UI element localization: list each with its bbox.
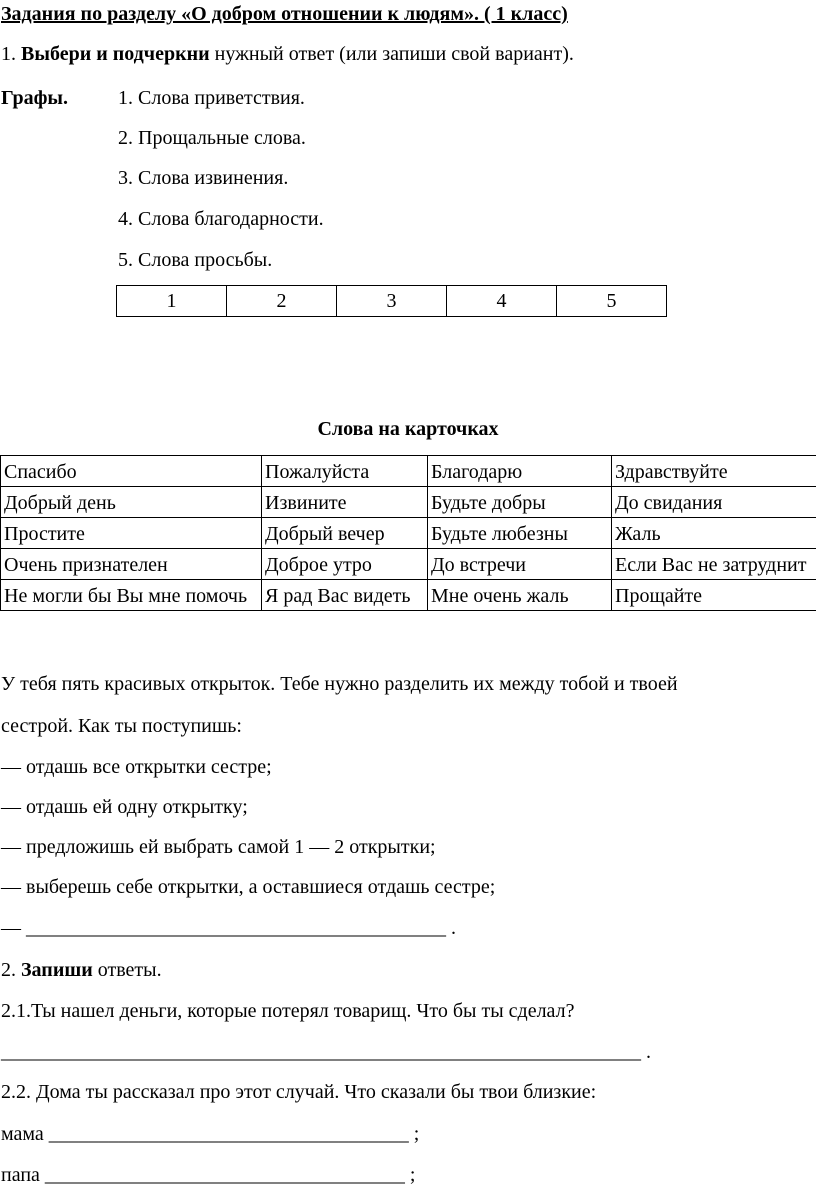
postcard-option-own[interactable]: — __________________________________________ . <box>1 917 456 939</box>
answer-cell-1[interactable]: 1 <box>117 286 227 317</box>
table-row <box>1 487 816 518</box>
task2-instruction <box>1 958 162 982</box>
card-cell: Извините <box>262 487 428 518</box>
card-cell: Спасибо <box>1 456 262 487</box>
card-cell: Добрый день <box>1 487 262 518</box>
postcards-text-line2: сестрой. Как ты поступишь: <box>1 715 242 737</box>
cards-table <box>0 455 816 611</box>
answer-cell-4[interactable]: 4 <box>447 286 557 317</box>
option-5: 5. Слова просьбы. <box>118 249 273 271</box>
grafy-label: Графы. <box>1 87 69 109</box>
card-cell: Будьте любезны <box>428 518 612 549</box>
card-cell: До свидания <box>612 487 816 518</box>
task2-bold-text: Запиши <box>21 959 93 981</box>
task2-rest-text: ответы. <box>97 959 162 981</box>
answer-cell-5[interactable]: 5 <box>557 286 667 317</box>
card-cell: Не могли бы Вы мне помочь <box>1 580 262 611</box>
postcard-option-4: — выберешь себе открытки, а оставшиеся отдашь сестре; <box>1 876 496 898</box>
card-cell: Очень признателен <box>1 549 262 580</box>
card-cell: Простите <box>1 518 262 549</box>
card-cell: Здравствуйте <box>612 456 816 487</box>
option-2: 2. Прощальные слова. <box>118 127 306 149</box>
postcard-option-3: — предложишь ей выбрать самой 1 — 2 открытки; <box>1 836 436 858</box>
card-cell: Прощайте <box>612 580 816 611</box>
card-cell: Если Вас не затруднит <box>612 549 816 580</box>
question-2-1: 2.1.Ты нашел деньги, которые потерял товарищ. Что бы ты сделал? <box>1 1000 575 1022</box>
card-cell: Добрый вечер <box>262 518 428 549</box>
card-cell: До встречи <box>428 549 612 580</box>
answer-cell-2[interactable]: 2 <box>227 286 337 317</box>
page-title: Задания по разделу «О добром отношении к людям». ( 1 класс) <box>1 3 568 25</box>
option-4: 4. Слова благодарности. <box>118 208 324 230</box>
task1-rest-text: нужный ответ (или запиши свой вариант). <box>214 43 574 65</box>
card-cell: Будьте добры <box>428 487 612 518</box>
task1-instruction <box>1 42 574 66</box>
table-row <box>1 518 816 549</box>
answer-line-2-1[interactable]: ________________________________________________________________ . <box>1 1041 651 1063</box>
postcards-text-line1: У тебя пять красивых открыток. Тебе нужно разделить их между тобой и твоей <box>1 673 678 695</box>
card-cell: Жаль <box>612 518 816 549</box>
table-row <box>1 549 816 580</box>
answer-number-table <box>116 285 667 317</box>
table-row <box>1 580 816 611</box>
answer-cell-3[interactable]: 3 <box>337 286 447 317</box>
answer-line-mama[interactable]: мама ____________________________________ ; <box>1 1123 420 1145</box>
answer-line-papa[interactable]: папа ____________________________________ ; <box>1 1164 416 1186</box>
table-row <box>1 456 816 487</box>
card-cell: Мне очень жаль <box>428 580 612 611</box>
task1-bold-text: Выбери и подчеркни <box>21 43 210 65</box>
question-2-2: 2.2. Дома ты рассказал про этот случай. Что сказали бы твои близкие: <box>1 1081 597 1103</box>
card-cell: Я рад Вас видеть <box>262 580 428 611</box>
cards-heading: Слова на карточках <box>317 418 499 440</box>
task1-number: 1. <box>1 43 16 65</box>
task2-number: 2. <box>1 959 16 981</box>
option-1: 1. Слова приветствия. <box>118 87 305 109</box>
card-cell: Доброе утро <box>262 549 428 580</box>
postcard-option-2: — отдашь ей одну открытку; <box>1 796 248 818</box>
postcard-option-1: — отдашь все открытки сестре; <box>1 756 272 778</box>
card-cell: Пожалуйста <box>262 456 428 487</box>
card-cell: Благодарю <box>428 456 612 487</box>
option-3: 3. Слова извинения. <box>118 167 289 189</box>
